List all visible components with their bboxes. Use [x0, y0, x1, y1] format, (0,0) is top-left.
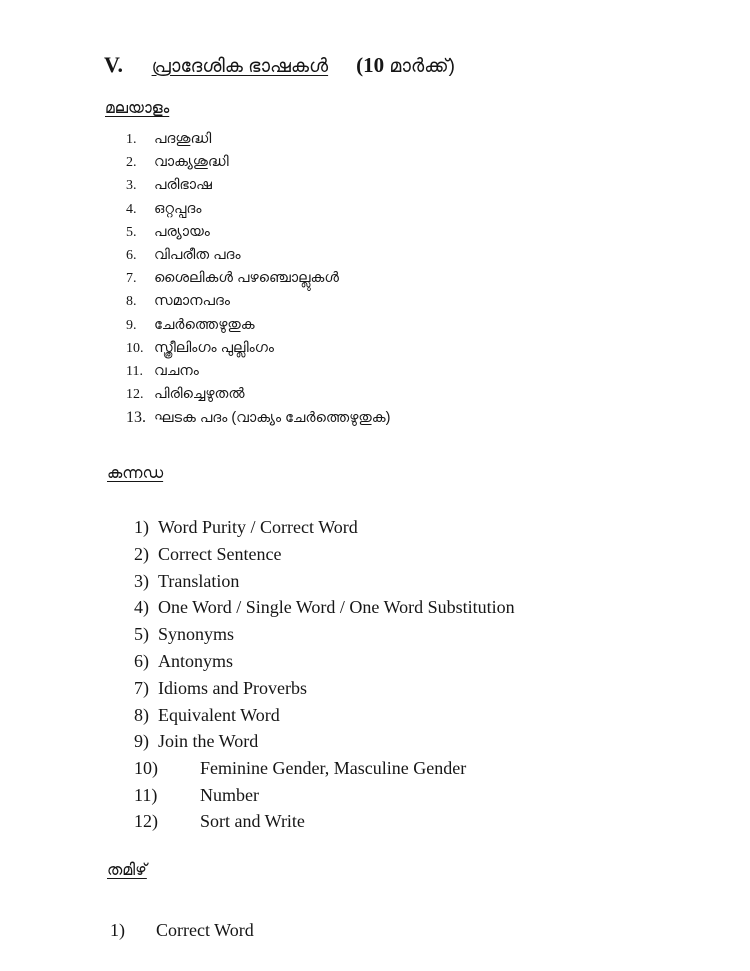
list-item [134, 758, 654, 785]
section-marks [356, 53, 455, 78]
list-item-number: 13. [126, 409, 146, 427]
list-item [126, 247, 556, 270]
list-item [126, 201, 556, 224]
list-item-number: 10) [134, 758, 158, 778]
list-item-number: 11) [134, 784, 158, 805]
list-item-number: 9. [126, 317, 137, 333]
section-marks-word: മാർക്ക്) [389, 56, 455, 77]
list-item-label: Synonyms [158, 624, 235, 645]
list-item-label: ശൈലികൾ പഴഞ്ചൊല്ലുകൾ [154, 270, 339, 287]
list-item [134, 678, 654, 705]
list-item [134, 597, 654, 624]
list-item-label: വചനം [154, 362, 199, 379]
list-item [134, 811, 654, 838]
list-item [126, 131, 556, 154]
list-item-number: 3. [126, 178, 137, 194]
list-item-label: Correct Word [156, 920, 254, 940]
section-title: പ്രാദേശിക ഭാഷകൾ [151, 56, 329, 77]
list-item [126, 409, 556, 432]
list-item [126, 386, 556, 409]
list-item [134, 731, 654, 758]
list-item-number: 2) [134, 543, 149, 564]
list-item [126, 224, 556, 247]
list-item-number: 5. [126, 224, 137, 240]
kannada-list-primary [134, 517, 654, 758]
list-item-label: Number [200, 784, 259, 805]
list-item-label: Antonyms [158, 650, 234, 671]
list-item-label: Correct Sentence [158, 543, 282, 564]
list-item [134, 651, 654, 678]
list-item-number: 5) [134, 624, 149, 645]
section-title-row [104, 52, 455, 78]
list-item-label: Idioms and Proverbs [158, 677, 307, 698]
malayalam-list [126, 131, 556, 432]
list-item-number: 7) [134, 677, 149, 698]
list-item-number: 8. [126, 294, 137, 310]
list-item [134, 624, 654, 651]
list-item-number: 1) [110, 920, 125, 940]
list-item-number: 2. [126, 155, 137, 171]
list-item-number: 6) [134, 650, 149, 671]
list-item-label: പദശുദ്ധി [154, 131, 212, 147]
list-item-number: 8) [134, 704, 149, 725]
list-item [134, 571, 654, 598]
list-item-number: 12. [126, 387, 144, 403]
list-item [110, 920, 630, 946]
list-item [134, 544, 654, 571]
list-item-number: 9) [134, 731, 149, 752]
list-item-number: 1) [134, 517, 149, 537]
list-item-label: One Word / Single Word / One Word Substitution [158, 597, 515, 618]
list-item [126, 270, 556, 293]
list-item [134, 705, 654, 732]
kannada-list-secondary [134, 758, 654, 838]
heading-kannada: കന്നഡ [107, 465, 164, 482]
section-marks-open: ( [356, 53, 364, 77]
list-item [134, 517, 654, 544]
list-item [126, 317, 556, 340]
list-item-label: പിരിച്ചെഴുതൽ [154, 386, 245, 403]
list-item-label: സമാനപദം [154, 293, 230, 310]
list-item-number: 12) [134, 811, 158, 831]
list-item [126, 177, 556, 200]
list-item-label: പര്യായം [154, 223, 210, 240]
list-item-number: 4) [134, 597, 149, 618]
list-item-number: 6. [126, 247, 137, 263]
list-item-number: 11. [126, 363, 143, 379]
heading-tamil: തമിഴ് [107, 862, 147, 879]
list-item [126, 154, 556, 177]
list-item-label: സ്ത്രീലിംഗം പുല്ലിംഗം [154, 339, 274, 356]
tamil-list [110, 920, 630, 946]
list-item-label: Equivalent Word [158, 704, 280, 725]
list-item-label: Word Purity / Correct Word [158, 517, 358, 537]
list-item-label: പരിഭാഷ [154, 177, 212, 194]
list-item-label: ചേർത്തെഴുതുക [154, 316, 255, 333]
list-item [134, 785, 654, 812]
list-item-label: Feminine Gender, Masculine Gender [200, 758, 467, 778]
list-item-label: Translation [158, 570, 240, 591]
list-item [126, 293, 556, 316]
section-numeral: V. [104, 52, 124, 77]
heading-malayalam: മലയാളം [105, 100, 170, 117]
list-item [126, 363, 556, 386]
list-item-label: Sort and Write [200, 811, 305, 831]
list-item-number: 3) [134, 570, 149, 591]
list-item-label: വിപരീത പദം [154, 246, 241, 263]
list-item-number: 10. [126, 340, 144, 356]
list-item-label: Join the Word [158, 731, 259, 752]
list-item [126, 340, 556, 363]
section-marks-number: 10 [363, 53, 385, 77]
list-item-number: 7. [126, 271, 137, 287]
list-item-label: വാക്യശുദ്ധി [154, 154, 229, 171]
list-item-number: 1. [126, 132, 137, 147]
list-item-label: ഘടക പദം (വാക്യം ചേർത്തെഴുതുക) [154, 410, 391, 427]
list-item-label: ഒറ്റപ്പദം [154, 200, 202, 217]
list-item-number: 4. [126, 201, 137, 217]
